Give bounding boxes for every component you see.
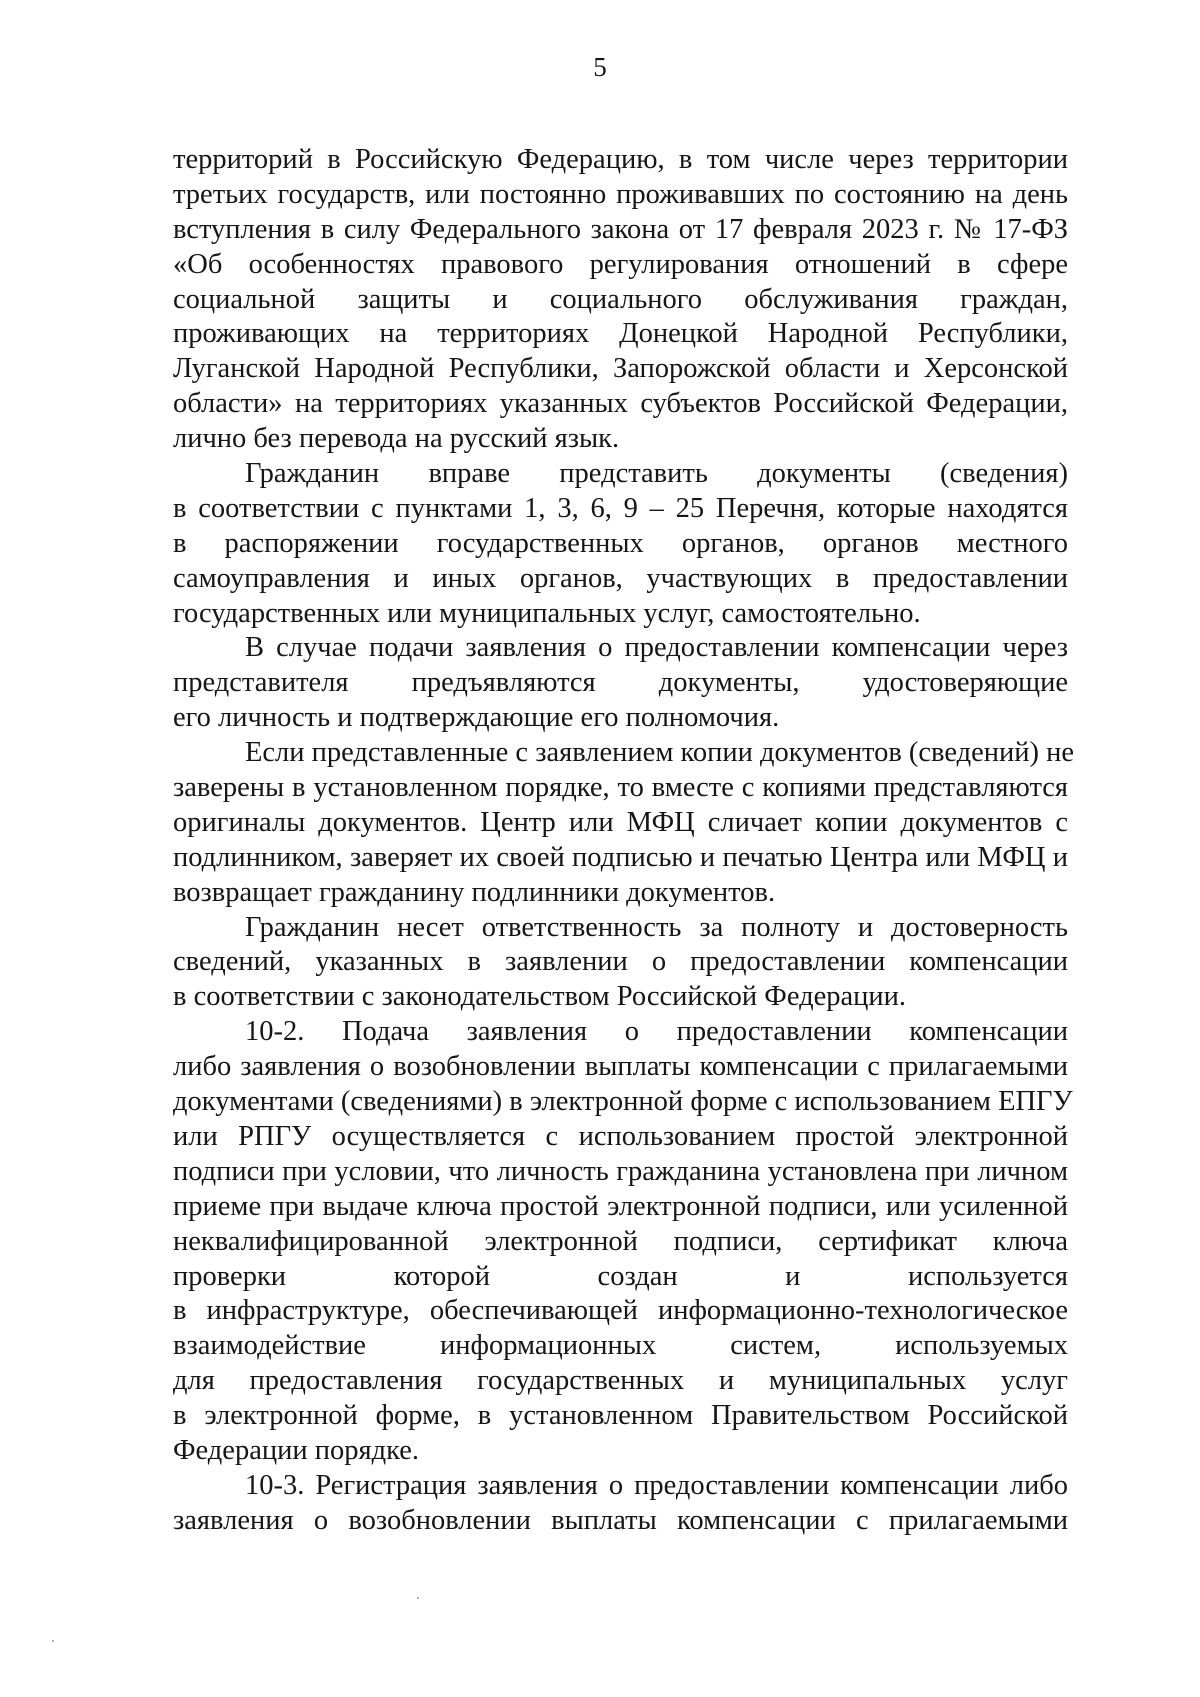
paragraph-last-line: его личность и подтверждающие его полномочия. [173,702,780,734]
text-line: подлинником, заверяет их своей подписью и печатью Центра или МФЦ и [173,841,1068,873]
paragraph-last-line: в соответствии с законодательством Российской Федерации. [173,981,907,1013]
text-line: третьих государств, или постоянно проживавших по состоянию на день [173,178,1068,210]
text-line: территорий в Российскую Федерацию, в том числе через территории [173,144,1068,175]
text-line: проверки которой создан и используется [173,1260,1068,1292]
text-line: оригиналы документов. Центр или МФЦ сличает копии документов с [173,806,1068,838]
paragraph-first-line: Гражданин вправе представить документы (сведения) [245,458,1068,490]
text-line: социальной защиты и социального обслуживания граждан, [173,283,1068,315]
text-line: заверены в установленном порядке, то вместе с копиями представляются [173,772,1068,804]
text-line: неквалифицированной электронной подписи, сертификат ключа [173,1225,1068,1257]
text-line: области» на территориях указанных субъектов Российской Федерации, [173,388,1068,420]
scan-speck [417,1597,419,1599]
paragraph-first-line: В случае подачи заявления о предоставлении компенсации через [245,632,1068,664]
text-line: заявления о возобновлении выплаты компенсации с прилагаемыми [173,1504,1068,1536]
paragraph-last-line: лично без перевода на русский язык. [173,423,620,455]
text-line: в электронной форме, в установленном Правительством Российской [173,1400,1068,1432]
text-line: представителя предъявляются документы, удостоверяющие [173,667,1068,699]
text-line: Луганской Народной Республики, Запорожской области и Херсонской [173,353,1068,385]
paragraph-first-line: 10-3. Регистрация заявления о предоставлении компенсации либо [245,1469,1068,1501]
text-line: в распоряжении государственных органов, органов местного [173,527,1068,559]
text-line: подписи при условии, что личность гражданина установлена при личном [173,1155,1068,1187]
text-line: или РПГУ осуществляется с использованием простой электронной [173,1120,1068,1152]
document-body [173,143,1075,1539]
text-line: документами (сведениями) в электронной форме с использованием ЕПГУ [173,1086,1073,1118]
paragraph-first-line: Если представленные с заявлением копии документов (сведений) не [245,737,1075,769]
paragraph-first-line: Гражданин несет ответственность за полноту и достоверность [245,911,1068,943]
paragraph-last-line: Федерации порядке. [173,1434,419,1466]
text-line: в инфраструктуре, обеспечивающей информационно-технологическое [173,1295,1068,1327]
text-line: для предоставления государственных и муниципальных услуг [173,1365,1068,1397]
text-line: самоуправления и иных органов, участвующих в предоставлении [173,562,1068,594]
text-line: в соответствии с пунктами 1, 3, 6, 9 – 25 Перечня, которые находятся [173,492,1068,524]
text-line: либо заявления о возобновлении выплаты компенсации с прилагаемыми [173,1051,1068,1083]
text-line: сведений, указанных в заявлении о предоставлении компенсации [173,946,1068,978]
text-line: взаимодействие информационных систем, используемых [173,1330,1068,1362]
page-number: 5 [593,52,607,82]
paragraph-first-line: 10-2. Подача заявления о предоставлении компенсации [245,1016,1068,1048]
text-line: приеме при выдаче ключа простой электронной подписи, или усиленной [173,1190,1068,1222]
paragraph-last-line: государственных или муниципальных услуг, самостоятельно. [173,597,921,629]
paragraph-last-line: возвращает гражданину подлинники документов. [173,876,776,908]
scan-speck [52,1640,54,1642]
text-line: проживающих на территориях Донецкой Народной Республики, [173,318,1068,350]
text-line: вступления в силу Федерального закона от 17 февраля 2023 г. № 17-ФЗ [173,213,1068,245]
text-line: «Об особенностях правового регулирования отношений в сфере [173,248,1068,280]
